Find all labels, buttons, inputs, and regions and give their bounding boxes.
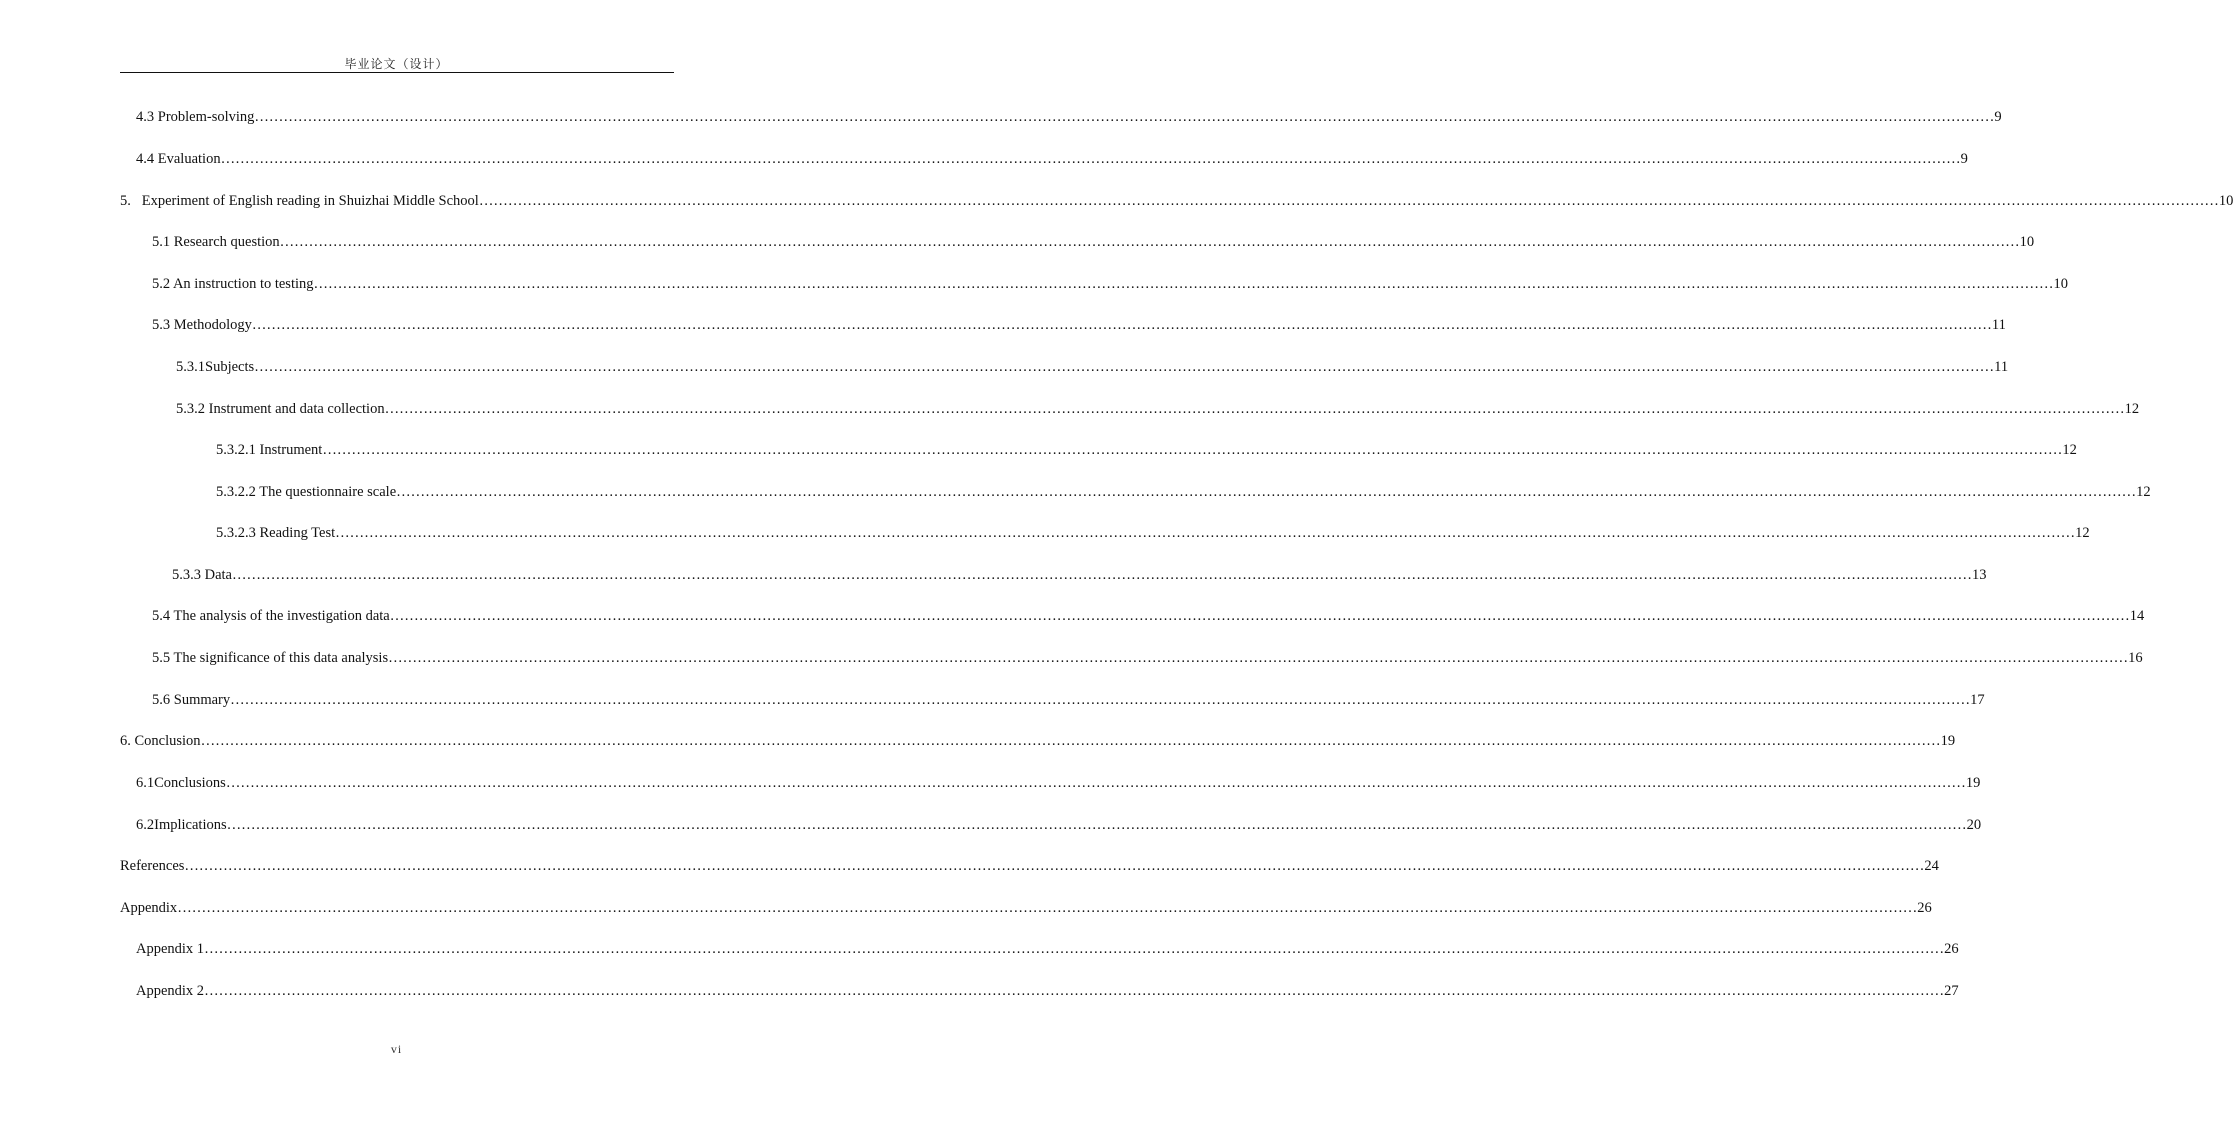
toc-entry[interactable] — [152, 649, 2143, 667]
toc-entry[interactable] — [176, 400, 2140, 418]
toc-leader-dots: ……………………………………………………………………………………………………………………………………………………………………………………………………………………………………………………………………………………………………………………………… — [254, 109, 1995, 125]
toc-leader-dots: ……………………………………………………………………………………………………………………………………………………………………………………………………………………………………………………………………………………………………………………………… — [184, 858, 1925, 874]
toc-leader-dots: ……………………………………………………………………………………………………………………………………………………………………………………………………………………………………………………………………………………………………………………………… — [220, 151, 1961, 167]
toc-entry-page: 26 — [1917, 900, 1932, 916]
toc-entry-label: 5.2 An instruction to testing — [152, 276, 314, 292]
toc-entry-label: Appendix 1 — [136, 941, 205, 957]
toc-entry-label: 5.3 Methodology — [152, 317, 252, 333]
toc-leader-dots: ……………………………………………………………………………………………………………………………………………………………………………………………………………………………………………………………………………………………………………………………… — [230, 692, 1971, 708]
page-number: vi — [390, 1042, 403, 1056]
toc-entry-page: 14 — [2129, 608, 2145, 624]
toc-entry[interactable] — [152, 316, 2006, 334]
toc-entry-page: 10 — [2053, 276, 2069, 292]
toc-leader-dots: ……………………………………………………………………………………………………………………………………………………………………………………………………………………………………………………………………………………………………………………………… — [177, 900, 1918, 916]
toc-entry[interactable] — [152, 233, 2035, 251]
toc-entry[interactable] — [136, 940, 1959, 958]
toc-entry-page: 20 — [1966, 817, 1982, 833]
toc-entry-page: 12 — [2062, 442, 2077, 458]
toc-leader-dots: ……………………………………………………………………………………………………………………………………………………………………………………………………………………………………………………………………………………………………………………………… — [204, 941, 1945, 957]
toc-entry-label: Appendix 2 — [136, 983, 205, 999]
toc-entry-page: 11 — [1994, 359, 2009, 375]
toc-entry-label: 5.3.2.1 Instrument — [216, 442, 323, 458]
toc-entry-page: 12 — [2136, 484, 2151, 500]
toc-entry[interactable] — [136, 774, 1981, 792]
toc-entry-label: 5.6 Summary — [152, 692, 231, 708]
toc-entry-page: 27 — [1944, 983, 1959, 999]
toc-entry-page: 10 — [2019, 234, 2035, 250]
toc-leader-dots: ……………………………………………………………………………………………………………………………………………………………………………………………………………………………………………………………………………………………………………………………… — [232, 567, 1972, 583]
toc-entry-page: 11 — [1991, 317, 2006, 333]
toc-leader-dots: ……………………………………………………………………………………………………………………………………………………………………………………………………………………………………………………………………………………………………………………………… — [322, 442, 2063, 458]
toc-entry-label: 5.3.2 Instrument and data collection — [176, 401, 385, 417]
toc-entry-label: 6.2Implications — [136, 817, 227, 833]
toc-leader-dots: ……………………………………………………………………………………………………………………………………………………………………………………………………………………………………………………………………………………………………………………………… — [384, 401, 2125, 417]
toc-entry-label: 6.1Conclusions — [136, 775, 226, 791]
toc-entry[interactable] — [216, 524, 2090, 542]
running-header: 毕业论文（设计） — [344, 57, 449, 71]
toc-entry-page: 26 — [1944, 941, 1959, 957]
toc-entry-label: 5.3.1Subjects — [176, 359, 255, 375]
toc-entry[interactable] — [152, 691, 1985, 709]
toc-entry[interactable] — [216, 441, 2077, 459]
toc-leader-dots: ……………………………………………………………………………………………………………………………………………………………………………………………………………………………………………………………………………………………………………………………… — [254, 359, 1995, 375]
toc-entry-page: 24 — [1924, 858, 1939, 874]
toc-entry-page: 10 — [2218, 193, 2233, 209]
toc-entry[interactable] — [120, 192, 2233, 210]
toc-leader-dots: ……………………………………………………………………………………………………………………………………………………………………………………………………………………………………………………………………………………………………………………………… — [225, 775, 1966, 791]
toc-entry-page: 13 — [1972, 567, 1987, 583]
toc-entry-page: 12 — [2075, 525, 2090, 541]
toc-entry[interactable] — [216, 483, 2151, 501]
toc-entry-label: References — [120, 858, 185, 874]
toc-entry-page: 17 — [1970, 692, 1985, 708]
toc-entry[interactable] — [136, 108, 2002, 126]
toc-leader-dots: ……………………………………………………………………………………………………………………………………………………………………………………………………………………………………………………………………………………………………………………………… — [313, 276, 2054, 292]
toc-entry-page: 12 — [2124, 401, 2140, 417]
toc-leader-dots: ……………………………………………………………………………………………………………………………………………………………………………………………………………………………………………………………………………………………………………………………… — [388, 650, 2129, 666]
toc-entry[interactable] — [120, 899, 1932, 917]
toc-entry[interactable] — [136, 150, 1968, 168]
toc-entry[interactable] — [172, 566, 1987, 584]
toc-entry-page: 19 — [1965, 775, 1981, 791]
toc-entry[interactable] — [152, 607, 2145, 625]
toc-leader-dots: ……………………………………………………………………………………………………………………………………………………………………………………………………………………………………………………………………………………………………………………………… — [396, 484, 2137, 500]
toc-entry-page: 9 — [1994, 109, 2002, 125]
toc-leader-dots: ……………………………………………………………………………………………………………………………………………………………………………………………………………………………………………………………………………………………………………………………… — [204, 983, 1945, 999]
toc-entry-label: 4.4 Evaluation — [136, 151, 221, 167]
toc-entry-page: 19 — [1940, 733, 1956, 749]
toc-entry[interactable] — [136, 982, 1959, 1000]
toc-leader-dots: ……………………………………………………………………………………………………………………………………………………………………………………………………………………………………………………………………………………………………………………………… — [251, 317, 1992, 333]
toc-entry-page: 16 — [2128, 650, 2143, 666]
toc-entry[interactable] — [136, 816, 1982, 834]
toc-leader-dots: ……………………………………………………………………………………………………………………………………………………………………………………………………………………………………………………………………………………………………………………………… — [226, 817, 1967, 833]
toc-entry[interactable] — [120, 857, 1939, 875]
toc-entry-label: 5.3.2.3 Reading Test — [216, 525, 336, 541]
toc-leader-dots: ……………………………………………………………………………………………………………………………………………………………………………………………………………………………………………………………………………………………………………………………… — [279, 234, 2020, 250]
toc-entry[interactable] — [120, 732, 1956, 750]
toc-entry-label: 5.1 Research question — [152, 234, 280, 250]
toc-leader-dots: ……………………………………………………………………………………………………………………………………………………………………………………………………………………………………………………………………………………………………………………………… — [478, 193, 2219, 209]
toc-entry-label: 4.3 Problem-solving — [136, 109, 255, 125]
toc-entry-label: 5.3.3 Data — [172, 567, 232, 583]
toc-entry-label: Appendix — [120, 900, 178, 916]
toc-entry-page: 9 — [1960, 151, 1968, 167]
toc-entry-label: 6. Conclusion — [120, 733, 201, 749]
toc-leader-dots: ……………………………………………………………………………………………………………………………………………………………………………………………………………………………………………………………………………………………………………………………… — [200, 733, 1941, 749]
toc-leader-dots: ……………………………………………………………………………………………………………………………………………………………………………………………………………………………………………………………………………………………………………………………… — [335, 525, 2076, 541]
toc-entry[interactable] — [176, 358, 2009, 376]
toc-entry-label: 5. Experiment of English reading in Shuizhai Middle School — [120, 193, 479, 209]
toc-entry-label: 5.3.2.2 The questionnaire scale — [216, 484, 397, 500]
toc-entry-label: 5.5 The significance of this data analysis — [152, 650, 389, 666]
toc-leader-dots: ……………………………………………………………………………………………………………………………………………………………………………………………………………………………………………………………………………………………………………………………… — [389, 608, 2130, 624]
toc-entry[interactable] — [152, 275, 2069, 293]
toc-entry-label: 5.4 The analysis of the investigation data — [152, 608, 390, 624]
